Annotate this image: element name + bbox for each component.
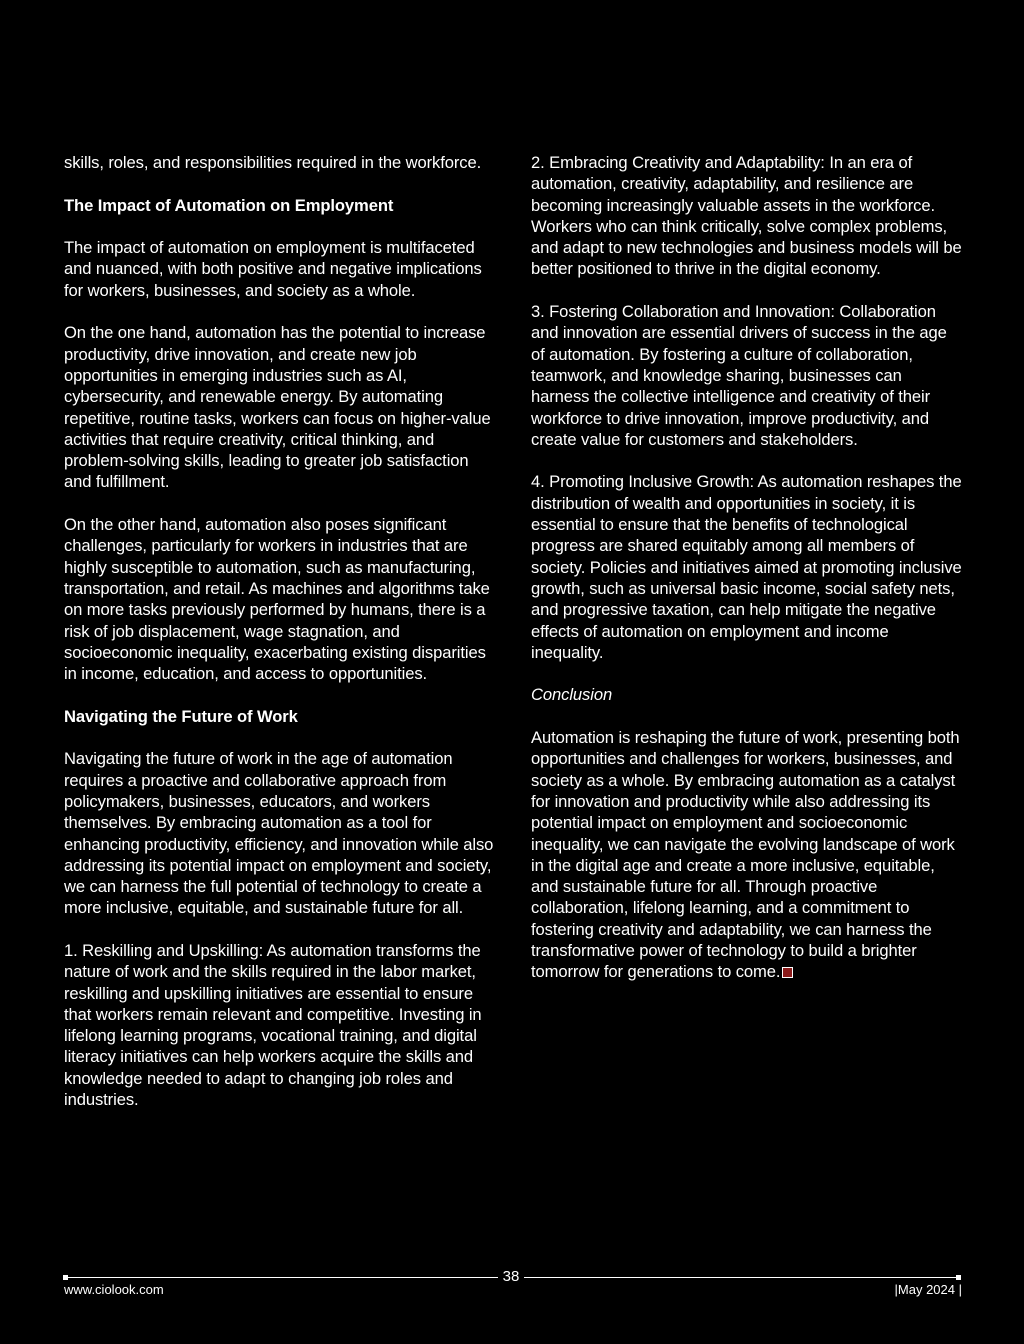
section-heading-impact: The Impact of Automation on Employment (64, 195, 394, 215)
body-paragraph: 4. Promoting Inclusive Growth: As automation reshapes the distribution of wealth and opportunities in society, it is essential to ensure that the benefits of technological progress are shared equitably among all members of society. Policies and initiatives aimed at promoting inclusive growth, such as universal basic income, social safety nets, and progressive taxation, can help mitigate the negative effects of automation on employment and income inequality. (531, 472, 962, 662)
body-paragraph: On the other hand, automation also poses significant challenges, particularly for workers in industries that are highly susceptible to automation, such as manufacturing, transportation, and retail. As machines and algorithms take on more tasks previously performed by humans, there is a risk of job displacement, wage stagnation, and socioeconomic inequality, exacerbating existing disparities in income, education, and access to opportunities. (64, 515, 490, 684)
conclusion-text: Automation is reshaping the future of work, presenting both opportunities and challenges for workers, businesses, and society as a whole. By embracing automation as a catalyst for innovation and productivity while also addressing its potential impact on employment and socioeconomic inequality, we can navigate the evolving landscape of work in the digital age and create a more inclusive, equitable, and sustainable future for all. Through proactive collaboration, lifelong learning, and a commitment to fostering creativity and adaptability, we can harness the transformative power of technology to build a brighter tomorrow for generations to come. (531, 728, 960, 982)
body-paragraph: Navigating the future of work in the age of automation requires a proactive and collaborative approach from policymakers, businesses, educators, and workers themselves. By embracing automation as a tool for enhancing productivity, efficiency, and innovation while also addressing its potential impact on employment and society, we can harness the full potential of technology to create a more inclusive, equitable, and sustainable future for all. (64, 749, 494, 918)
body-paragraph: On the one hand, automation has the potential to increase productivity, drive innovation, and create new job opportunities in emerging industries such as AI, cybersecurity, and renewable energy. By automating repetitive, routine tasks, workers can focus on higher-value activities that require creativity, critical thinking, and problem-solving skills, leading to greater job satisfaction and fulfillment. (64, 323, 491, 492)
footer-issue-date: |May 2024 | (894, 1282, 962, 1297)
footer-website-link[interactable]: www.ciolook.com (64, 1282, 164, 1297)
footer-divider-endcap-right (956, 1275, 961, 1280)
conclusion-paragraph (531, 727, 963, 983)
page-number: 38 (502, 1268, 520, 1285)
footer-divider-left (64, 1277, 498, 1278)
body-paragraph: 3. Fostering Collaboration and Innovation: Collaboration and innovation are essential drivers of success in the age of automation. By fostering a culture of collaboration, teamwork, and knowledge sharing, businesses can harness the collective intelligence and creativity of their workforce to drive innovation, improve productivity, and create value for customers and stakeholders. (531, 302, 947, 449)
section-heading-conclusion: Conclusion (531, 685, 613, 705)
body-paragraph: 2. Embracing Creativity and Adaptability: In an era of automation, creativity, adaptability, and resilience are becoming increasingly valuable assets in the workforce. Workers who can think critically, solve complex problems, and adapt to new technologies and business models will be better positioned to thrive in the digital economy. (531, 153, 962, 279)
right-column (531, 152, 963, 983)
footer-divider-right (524, 1277, 960, 1278)
article-end-logo-icon (782, 967, 793, 978)
body-paragraph: 1. Reskilling and Upskilling: As automation transforms the nature of work and the skills required in the labor market, reskilling and upskilling initiatives are essential to ensure that workers remain relevant and competitive. Investing in lifelong learning programs, vocational training, and digital literacy initiatives can help workers acquire the skills and knowledge needed to adapt to changing job roles and industries. (64, 940, 482, 1110)
left-column (64, 152, 496, 1110)
body-paragraph: The impact of automation on employment is multifaceted and nuanced, with both positive and negative implications for workers, businesses, and society as a whole. (64, 238, 482, 300)
section-heading-navigating: Navigating the Future of Work (64, 706, 298, 726)
footer-divider-endcap-left (63, 1275, 68, 1280)
body-paragraph: skills, roles, and responsibilities required in the workforce. (64, 153, 482, 172)
